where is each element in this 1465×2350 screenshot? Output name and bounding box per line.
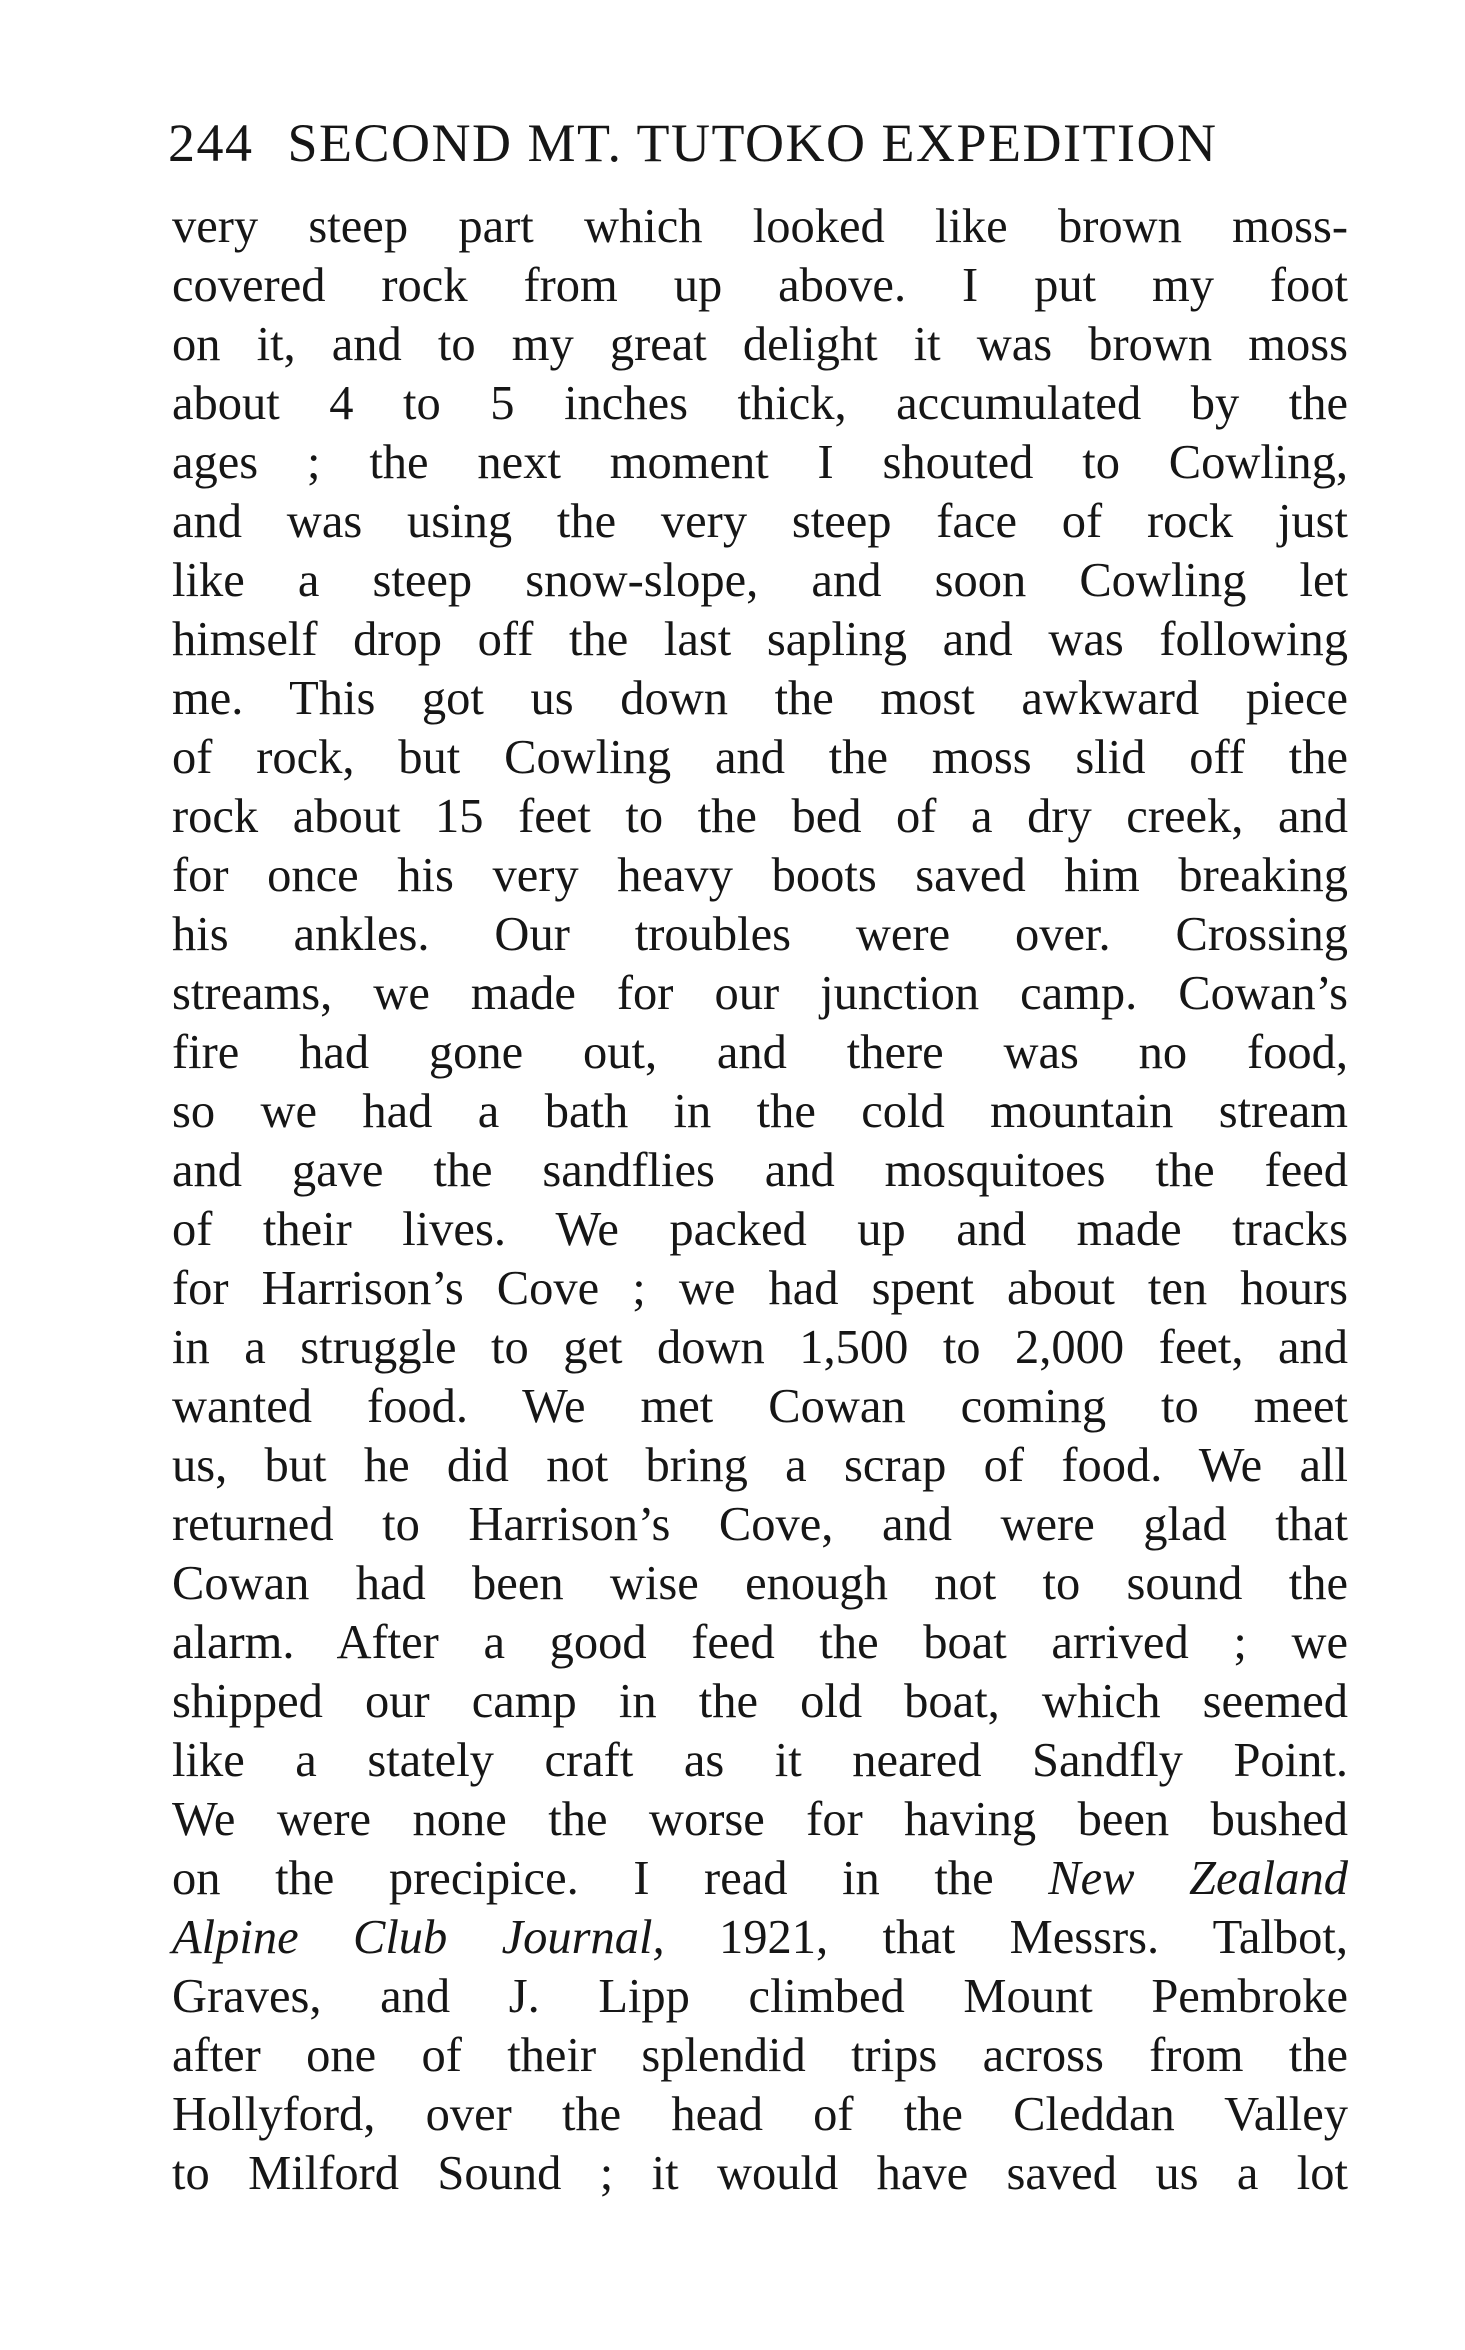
text-line: like a stately craft as it neared Sandfly Point. bbox=[172, 1734, 1348, 1787]
text-line: Hollyford, over the head of the Cleddan Valley bbox=[172, 2088, 1348, 2141]
text-line: so we had a bath in the cold mountain stream bbox=[172, 1085, 1348, 1138]
running-head bbox=[168, 108, 1278, 178]
text-line: Cowan had been wise enough not to sound the bbox=[172, 1557, 1348, 1610]
text-line: us, but he did not bring a scrap of food. We all bbox=[172, 1439, 1348, 1492]
text-line-with-italic bbox=[172, 1849, 1348, 1908]
italic-title-part-1: New Zealand bbox=[1048, 1852, 1348, 1905]
text-line: covered rock from up above. I put my foot bbox=[172, 259, 1348, 312]
text-line: rock about 15 feet to the bed of a dry creek, and bbox=[172, 790, 1348, 843]
page-number: 244 bbox=[168, 113, 254, 173]
text-run: 1921, that Messrs. Talbot, bbox=[664, 1911, 1348, 1964]
body-text bbox=[172, 197, 1348, 2203]
text-line: alarm. After a good feed the boat arrived ; we bbox=[172, 1616, 1348, 1669]
text-line: like a steep snow-slope, and soon Cowling let bbox=[172, 554, 1348, 607]
text-line: after one of their splendid trips across from the bbox=[172, 2029, 1348, 2082]
running-title: SECOND MT. TUTOKO EXPEDITION bbox=[287, 113, 1218, 173]
text-line: shipped our camp in the old boat, which seemed bbox=[172, 1675, 1348, 1728]
text-line: of their lives. We packed up and made tracks bbox=[172, 1203, 1348, 1256]
text-line: wanted food. We met Cowan coming to meet bbox=[172, 1380, 1348, 1433]
text-line: returned to Harrison’s Cove, and were glad that bbox=[172, 1498, 1348, 1551]
text-line-with-italic bbox=[172, 1908, 1348, 1967]
text-line: We were none the worse for having been bushed bbox=[172, 1793, 1348, 1846]
text-line: for Harrison’s Cove ; we had spent about ten hours bbox=[172, 1262, 1348, 1315]
text-line: about 4 to 5 inches thick, accumulated by the bbox=[172, 377, 1348, 430]
text-line: streams, we made for our junction camp. Cowan’s bbox=[172, 967, 1348, 1020]
text-line: me. This got us down the most awkward piece bbox=[172, 672, 1348, 725]
text-run: on the precipice. I read in the bbox=[172, 1852, 1049, 1905]
text-line: his ankles. Our troubles were over. Crossing bbox=[172, 908, 1348, 961]
text-line: ages ; the next moment I shouted to Cowling, bbox=[172, 436, 1348, 489]
text-line: for once his very heavy boots saved him breaking bbox=[172, 849, 1348, 902]
text-line: on it, and to my great delight it was brown moss bbox=[172, 318, 1348, 371]
text-line: of rock, but Cowling and the moss slid off the bbox=[172, 731, 1348, 784]
text-line: fire had gone out, and there was no food, bbox=[172, 1026, 1348, 1079]
text-line: in a struggle to get down 1,500 to 2,000 feet, and bbox=[172, 1321, 1348, 1374]
text-line: himself drop off the last sapling and was following bbox=[172, 613, 1348, 666]
text-line: and was using the very steep face of rock just bbox=[172, 495, 1348, 548]
text-line: to Milford Sound ; it would have saved us a lot bbox=[172, 2147, 1348, 2200]
text-line: Graves, and J. Lipp climbed Mount Pembroke bbox=[172, 1970, 1348, 2023]
italic-title-part-2: Alpine Club Journal, bbox=[172, 1911, 665, 1964]
text-line: and gave the sandflies and mosquitoes the feed bbox=[172, 1144, 1348, 1197]
text-line: very steep part which looked like brown moss- bbox=[172, 200, 1348, 253]
